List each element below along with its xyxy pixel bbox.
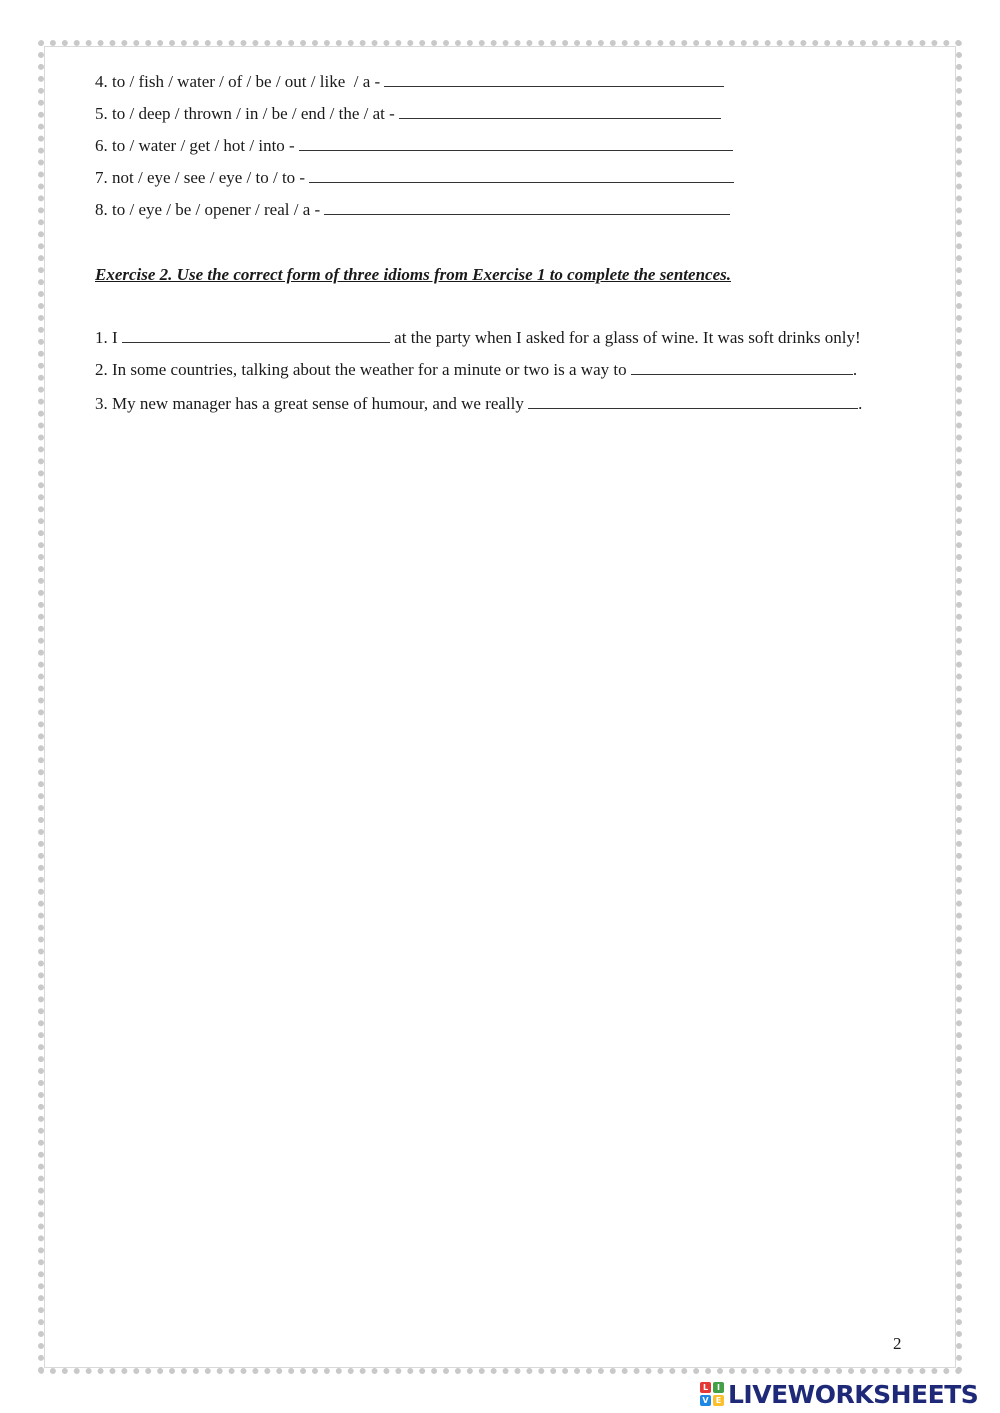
logo-letter: V: [700, 1395, 711, 1406]
exercise1-item-4: 4. to / fish / water / of / be / out / like / a -: [95, 72, 724, 92]
exercise1-item-5: 5. to / deep / thrown / in / be / end / the / at -: [95, 104, 721, 124]
brand-name: LIVEWORKSHEETS: [728, 1379, 979, 1409]
logo-letter: E: [713, 1395, 724, 1406]
answer-blank[interactable]: [528, 394, 858, 409]
exercise2-sentence-3: 3. My new manager has a great sense of humour, and we really .: [95, 394, 863, 413]
exercise1-item-8: 8. to / eye / be / opener / real / a -: [95, 200, 730, 220]
page-border-inner: [44, 46, 956, 1368]
exercise1-item-7: 7. not / eye / see / eye / to / to -: [95, 168, 734, 188]
exercise2-sentence-2: 2. In some countries, talking about the weather for a minute or two is a way to .: [95, 360, 858, 379]
answer-blank[interactable]: [384, 72, 724, 87]
logo-letter: I: [713, 1382, 724, 1393]
answer-blank[interactable]: [309, 168, 734, 183]
answer-blank[interactable]: [299, 136, 733, 151]
logo-icon: [700, 1382, 724, 1406]
answer-blank[interactable]: [631, 360, 853, 375]
liveworksheets-logo[interactable]: [700, 1380, 978, 1408]
page-number: 2: [893, 1334, 902, 1353]
logo-letter: L: [700, 1382, 711, 1393]
answer-blank[interactable]: [122, 328, 390, 343]
exercise2-title: Exercise 2. Use the correct form of three idioms from Exercise 1 to complete the sentences.: [95, 265, 731, 284]
answer-blank[interactable]: [399, 104, 721, 119]
exercise2-sentence-1: 1. I at the party when I asked for a glass of wine. It was soft drinks only!: [95, 328, 861, 347]
exercise1-item-6: 6. to / water / get / hot / into -: [95, 136, 733, 156]
answer-blank[interactable]: [324, 200, 730, 215]
